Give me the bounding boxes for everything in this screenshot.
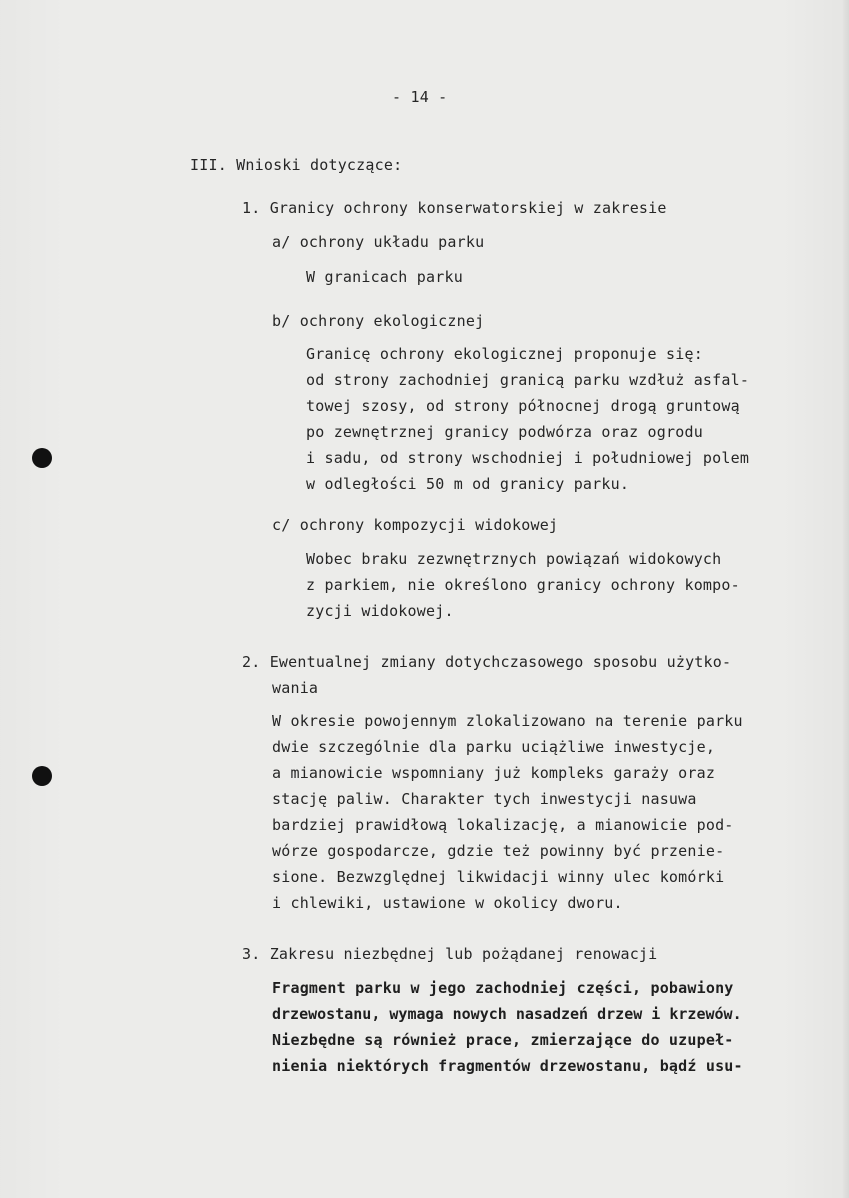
item-1c-line-1: Wobec braku zezwnętrznych powiązań widokowych (306, 550, 722, 568)
item-3-text-line-4: nienia niektórych fragmentów drzewostanu, bądź usu- (272, 1057, 743, 1075)
page-number: - 14 - (392, 88, 448, 106)
item-2-text-line-5: bardziej prawidłową lokalizację, a mianowicie pod- (272, 816, 734, 834)
item-1a-text: W granicach parku (306, 268, 463, 286)
item-2-text-line-7: sione. Bezwzględnej likwidacji winny ulec komórki (272, 868, 725, 886)
item-2-title-line-2: wania (272, 679, 319, 697)
item-1a-title: a/ ochrony układu parku (272, 233, 485, 251)
item-3-text-line-1: Fragment parku w jego zachodniej części, pobawiony (272, 979, 734, 997)
item-1c-title: c/ ochrony kompozycji widokowej (272, 516, 559, 534)
item-2-text-line-3: a mianowicie wspomniany już kompleks garaży oraz (272, 764, 716, 782)
item-2-text-line-4: stację paliw. Charakter tych inwestycji nasuwa (272, 790, 697, 808)
item-1-title: 1. Granicy ochrony konserwatorskiej w zakresie (242, 199, 667, 217)
item-1b-line-5: i sadu, od strony wschodniej i południowej polem (306, 449, 750, 467)
item-3-text-line-3: Niezbędne są również prace, zmierzające do uzupeł- (272, 1031, 734, 1049)
item-3-title: 3. Zakresu niezbędnej lub pożądanej renowacji (242, 945, 658, 963)
item-1c-line-2: z parkiem, nie określono granicy ochrony kompo- (306, 576, 740, 594)
item-1b-title: b/ ochrony ekologicznej (272, 312, 485, 330)
item-1b-line-2: od strony zachodniej granicą parku wzdłuż asfal- (306, 371, 750, 389)
item-2-text-line-2: dwie szczególnie dla parku uciążliwe inwestycje, (272, 738, 716, 756)
section-heading: III. Wnioski dotyczące: (190, 156, 403, 174)
item-2-title-line-1: 2. Ewentualnej zmiany dotychczasowego sposobu użytko- (242, 653, 732, 671)
item-1b-line-4: po zewnętrznej granicy podwórza oraz ogrodu (306, 423, 703, 441)
page-edge (843, 0, 849, 1198)
item-1c-line-3: zycji widokowej. (306, 602, 454, 620)
item-1b-line-1: Granicę ochrony ekologicznej proponuje się: (306, 345, 703, 363)
item-2-text-line-8: i chlewiki, ustawione w okolicy dworu. (272, 894, 623, 912)
punch-hole-upper (32, 448, 52, 468)
item-3-text-line-2: drzewostanu, wymaga nowych nasadzeń drzew i krzewów. (272, 1005, 742, 1023)
item-2-text-line-1: W okresie powojennym zlokalizowano na terenie parku (272, 712, 743, 730)
item-1b-line-3: towej szosy, od strony północnej drogą gruntową (306, 397, 740, 415)
punch-hole-lower (32, 766, 52, 786)
item-2-text-line-6: wórze gospodarcze, gdzie też powinny być przenie- (272, 842, 725, 860)
item-1b-line-6: w odległości 50 m od granicy parku. (306, 475, 630, 493)
